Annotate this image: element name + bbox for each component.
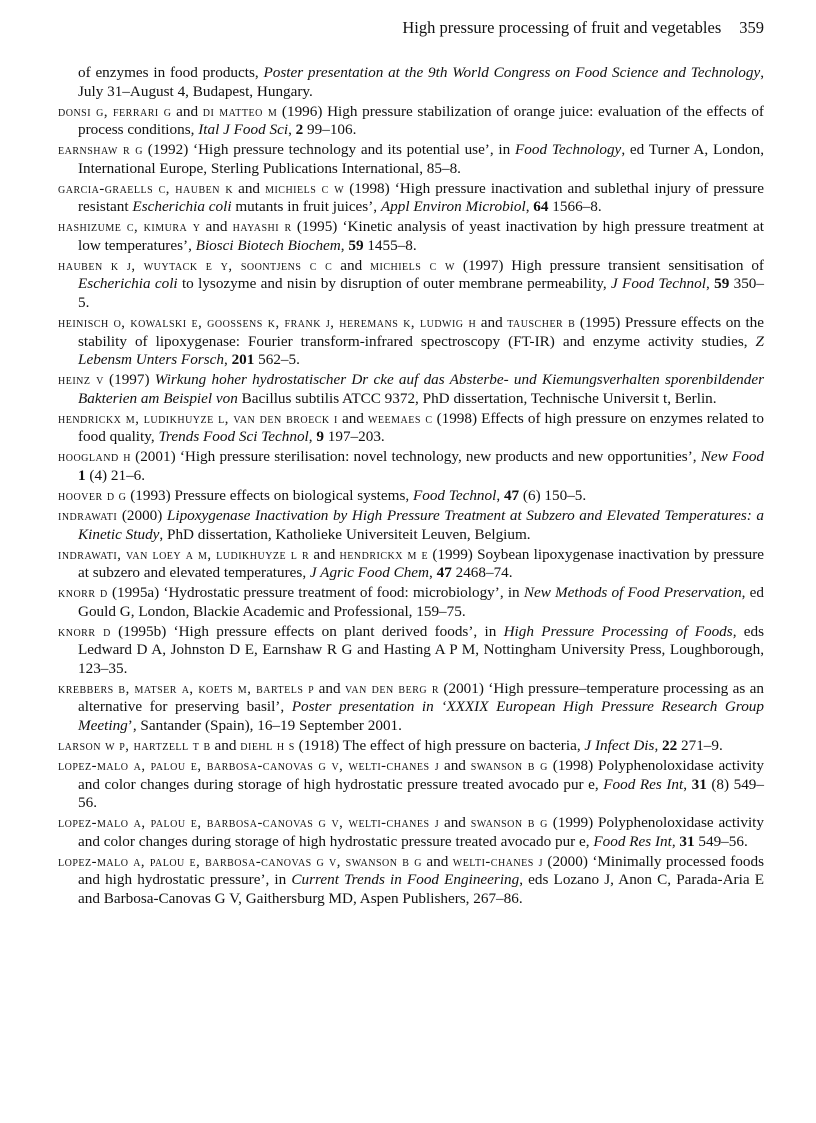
reference-authors: van den berg r [344, 680, 440, 697]
reference-text: (1999) Soybean lipoxygenase inactivation by pressure at subzero and elevated temperatures, [78, 545, 764, 582]
reference-text: and [200, 218, 233, 236]
reference-authors: indrawati [58, 508, 118, 525]
reference-authors: hoover d g [58, 487, 127, 504]
reference-text: (2001) ‘High pressure–temperature processing as an alternative for preserving basil’, [78, 679, 764, 716]
reference-entry [58, 103, 764, 140]
reference-text: (1995b) ‘High pressure effects on plant derived foods’, in [110, 622, 504, 640]
reference-volume: 59 [714, 275, 730, 293]
reference-authors: krebbers b, matser a, koets m, bartels p [58, 680, 315, 697]
reference-text: and [421, 852, 453, 870]
reference-authors: hayashi r [232, 219, 292, 236]
reference-text: to lysozyme and nisin by disruption of outer membrane permeability, [177, 275, 611, 293]
reference-entry [58, 546, 764, 583]
reference-authors: earnshaw r g [58, 142, 143, 159]
reference-authors: lopez-malo a, palou e, barbosa-canovas g v, welti-chanes j [58, 758, 440, 775]
reference-text: , eds Ledward D A, Johnston D E, Earnshaw R G and Hasting A P M, Nottingham University Press, Loughborough, 123–35. [78, 622, 765, 677]
reference-text: 549–56. [694, 832, 748, 850]
reference-text: , [288, 121, 296, 139]
reference-authors: larson w p, hartzell t b [58, 738, 211, 754]
reference-text: (2000) ‘Minimally processed foods and high hydrostatic pressure’, in [78, 852, 764, 889]
reference-text: and [233, 179, 266, 197]
reference-authors: di matteo m [202, 103, 278, 120]
reference-text: , [705, 275, 715, 293]
reference-text: 1566–8. [548, 198, 602, 216]
reference-authors: heinz v [58, 372, 104, 389]
reference-text: , ed Gould G, London, Blackie Academic and Professional, 159–75. [78, 584, 764, 620]
reference-volume: 59 [348, 236, 364, 254]
reference-text: and [309, 545, 340, 563]
reference-title-italic: J Food Technol [610, 275, 706, 293]
reference-authors: hashizume c, kimura y [58, 219, 201, 236]
reference-text: (6) 150–5. [519, 486, 587, 504]
reference-volume: 64 [533, 198, 549, 216]
reference-authors: lopez-malo a, palou e, barbosa-canovas g v, welti-chanes j [58, 815, 440, 832]
reference-title-italic: New Food [700, 448, 765, 466]
reference-authors: knorr d [58, 585, 108, 602]
reference-text: , PhD dissertation, Katholieke Universiteit Leuven, Belgium. [159, 525, 531, 543]
reference-entry [58, 584, 764, 621]
reference-title-italic: Lipoxygenase Inactivation by High Pressure Treatment at Subzero and Elevated Temperatures: a Kinetic Study [78, 507, 764, 543]
reference-title-italic: Current Trends in Food Engineering [291, 871, 520, 889]
reference-authors: hauben k j, wuytack e y, soontjens c c [58, 257, 333, 274]
running-title: High pressure processing of fruit and vegetables [402, 18, 722, 37]
reference-text: , [525, 198, 534, 216]
reference-text: , eds Lozano J, Anon C, Parada-Aria E and Barbosa-Canovas G V, Gaithersburg MD, Aspen Publishers, 267–86. [78, 871, 764, 907]
reference-authors: swanson b g [470, 758, 548, 775]
reference-text: (2001) ‘High pressure sterilisation: novel technology, new products and new opportunities’, [130, 448, 701, 466]
reference-authors: hendrickx m, ludikhuyze l, van den broeck i [58, 410, 338, 427]
reference-text: (1998) ‘High pressure inactivation and sublethal injury of pressure resistant [78, 179, 764, 216]
reference-text: , [496, 486, 504, 504]
reference-entry [58, 64, 764, 101]
reference-authors: tauscher b [507, 315, 576, 332]
reference-entry [58, 853, 764, 909]
reference-text: 2468–74. [451, 564, 513, 582]
reference-title-italic: Food Res Int [603, 775, 684, 793]
reference-list [58, 64, 764, 910]
reference-title-italic: Food Technology [515, 141, 622, 159]
reference-title-italic: Biosci Biotech Biochem [195, 236, 341, 254]
reference-text: and [171, 102, 203, 120]
reference-volume: 47 [503, 486, 520, 504]
reference-title-italic: Poster presentation in ‘XXXIX European High Pressure Research Group Meeting [78, 698, 764, 734]
reference-entry [58, 141, 764, 178]
reference-volume: 9 [316, 428, 324, 446]
reference-text: , [654, 737, 663, 754]
reference-title-italic: J Infect Dis [584, 737, 655, 754]
reference-title-italic: Food Res Int [593, 832, 672, 850]
reference-entry [58, 680, 764, 736]
reference-title-italic: Escherichia coli [78, 275, 178, 293]
reference-volume: 31 [679, 832, 695, 850]
reference-title-italic: Z Lebensm Unters Forsch [78, 332, 764, 369]
reference-text: , [429, 564, 437, 582]
reference-entry [58, 371, 764, 408]
reference-entry [58, 737, 764, 756]
reference-text: of enzymes in food products, [78, 64, 264, 81]
reference-text: (1995) ‘Kinetic analysis of yeast inactivation by high pressure treatment at low temperatures’, [78, 218, 764, 254]
reference-volume: 31 [691, 775, 707, 793]
reference-entry [58, 623, 764, 679]
reference-text: (1998) Effects of high pressure on enzymes related to food quality, [78, 409, 764, 446]
reference-entry [58, 218, 764, 255]
reference-entry [58, 410, 764, 447]
reference-text: and [314, 679, 345, 697]
reference-authors: donsi g [58, 103, 104, 120]
reference-text: 1455–8. [363, 236, 417, 254]
reference-authors: knorr d [58, 623, 111, 640]
reference-entry [58, 314, 764, 370]
reference-text: , [671, 832, 680, 850]
reference-text: , July 31–August 4, Budapest, Hungary. [78, 64, 764, 100]
reference-authors: , ferrari g [103, 103, 172, 120]
reference-text: 562–5. [254, 351, 300, 369]
reference-text: 197–203. [323, 428, 385, 446]
reference-volume: 1 [78, 466, 86, 484]
reference-text: , [340, 236, 349, 254]
reference-text: 99–106. [303, 121, 357, 139]
reference-volume: 201 [231, 351, 255, 369]
reference-text: , [308, 428, 317, 446]
reference-entry [58, 487, 764, 506]
reference-text: (1995a) ‘Hydrostatic pressure treatment of food: microbiology’, in [107, 584, 524, 602]
reference-title-italic: New Methods of Food Preservation [523, 584, 742, 602]
reference-text: and [337, 409, 368, 427]
reference-entry [58, 814, 764, 851]
reference-text: , [223, 351, 232, 369]
reference-text: (1998) Polyphenoloxidase activity and color changes during storage of high hydrostatic pressure treated avocado pur e, [78, 757, 764, 793]
reference-text: (4) 21–6. [85, 466, 146, 484]
reference-entry [58, 507, 764, 544]
reference-authors: michiels c w [370, 257, 455, 274]
reference-text: 350–5. [78, 275, 764, 311]
reference-volume: 22 [662, 737, 678, 754]
reference-authors: welti-chanes j [452, 853, 543, 870]
reference-authors: hendrickx m e [339, 546, 429, 563]
reference-title-italic: Escherichia coli [132, 198, 232, 216]
reference-title-italic: Poster presentation at the 9th World Congress on Food Science and Technology [263, 64, 761, 81]
running-header [52, 18, 764, 38]
reference-text: (1997) [103, 371, 155, 389]
reference-text: (1995) Pressure effects on the stability of lipoxygenase: Fourier transform-infrared spectroscopy (FT-IR) and enzyme activity studies, [78, 314, 764, 350]
reference-text: (1992) ‘High pressure technology and its potential use’, in [143, 141, 516, 159]
reference-text: (8) 549–56. [78, 775, 764, 812]
reference-text: (1918) The effect of high pressure on bacteria, [294, 737, 585, 754]
reference-title-italic: J Agric Food Chem [309, 564, 430, 582]
reference-text: ’, Santander (Spain), 16–19 September 2001. [127, 716, 402, 734]
reference-text: (1997) High pressure transient sensitisation of [454, 256, 764, 274]
reference-volume: 47 [436, 564, 452, 582]
reference-text: and [332, 256, 371, 274]
reference-text: Bacillus subtilis ATCC 9372, PhD dissertation, Technische Universit t, Berlin. [237, 389, 717, 407]
reference-title-italic: Appl Environ Microbiol [380, 198, 526, 216]
reference-title-italic: Trends Food Sci Technol [158, 428, 309, 446]
reference-text: and [210, 737, 241, 754]
reference-authors: swanson b g [470, 815, 548, 832]
reference-text: , ed Turner A, London, International Europe, Sterling Publications International, 85–8. [78, 141, 764, 177]
reference-entry [58, 757, 764, 813]
reference-text: (2000) [117, 507, 167, 525]
reference-entry [58, 257, 764, 313]
reference-authors: lopez-malo a, palou e, barbosa-canovas g v, swanson b g [58, 853, 422, 870]
reference-authors: indrawati, van loey a m, ludikhuyze l r [58, 546, 310, 563]
reference-title-italic: Food Technol [412, 486, 497, 504]
reference-title-italic: High Pressure Processing of Foods [503, 622, 733, 640]
reference-text: (1996) High pressure stabilization of orange juice: evaluation of the effects of process conditions, [78, 102, 764, 139]
reference-volume: 2 [295, 121, 304, 139]
reference-text: , [683, 775, 692, 793]
reference-authors: weemaes c [367, 410, 433, 427]
reference-title-italic: Ital J Food Sci [198, 121, 289, 139]
reference-text: and [439, 757, 471, 775]
reference-authors: garcia-graells c, hauben k [58, 180, 234, 197]
reference-authors: hoogland h [58, 449, 131, 466]
reference-text: 271–9. [677, 737, 723, 754]
reference-text: (1999) Polyphenoloxidase activity and color changes during storage of high hydrostatic pressure treated avocado pur e, [78, 814, 764, 850]
page-number: 359 [739, 18, 764, 37]
reference-text: mutants in fruit juices’, [231, 198, 381, 216]
reference-authors: diehl h s [240, 738, 295, 754]
reference-entry [58, 180, 764, 217]
reference-authors: michiels c w [265, 180, 345, 197]
reference-text: and [476, 314, 508, 332]
reference-authors: heinisch o, kowalski e, goossens k, frank j, heremans k, ludwig h [58, 315, 477, 332]
reference-entry [58, 448, 764, 485]
reference-text: (1993) Pressure effects on biological systems, [126, 486, 413, 504]
reference-text: and [439, 814, 471, 832]
reference-title-italic: Wirkung hoher hydrostatischer Dr cke auf das Absterbe- und Kiemungsverhalten sporenbildender Bakterien am Beispiel von [78, 371, 764, 407]
